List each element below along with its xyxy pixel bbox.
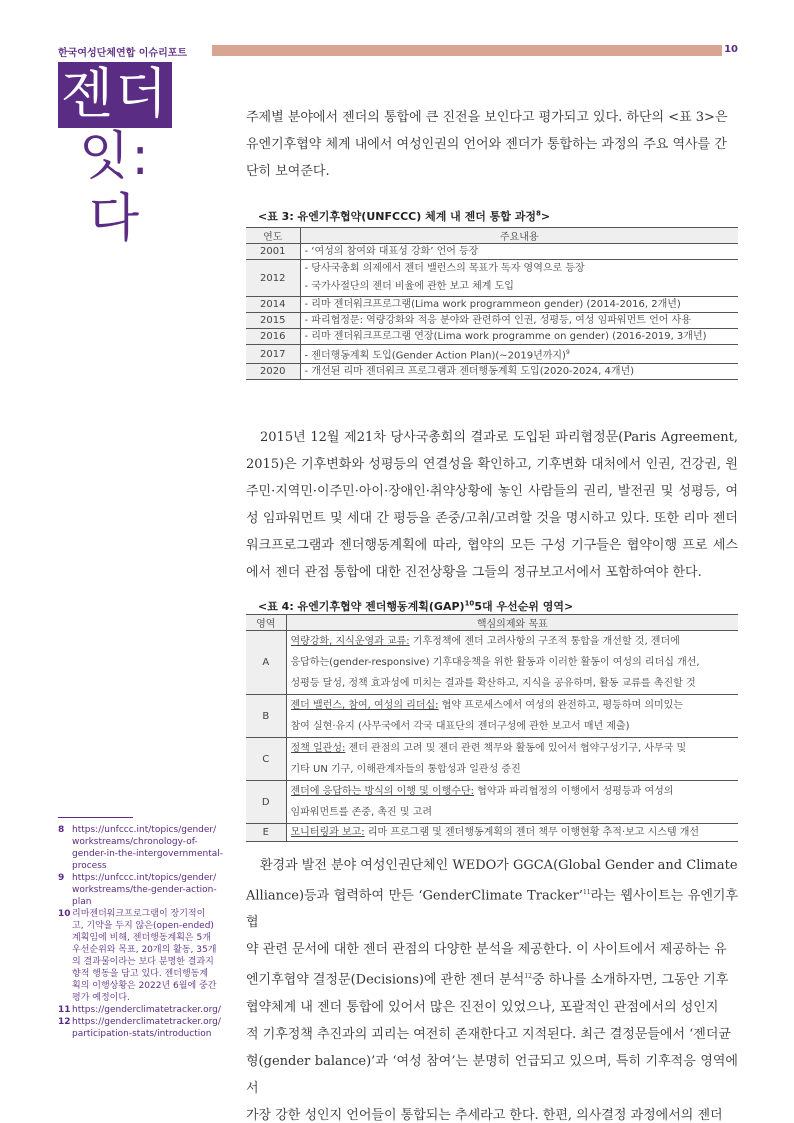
text-line: 적 기후정책 추진과의 괴리는 여전히 존재한다고 지적된다. 최근 결정문들에서 ‘젠더균 [246, 1026, 731, 1042]
intro-paragraph [246, 104, 738, 185]
table-row [246, 297, 738, 313]
table-row [246, 631, 738, 695]
table4-caption: <표 4: 유엔기후협약 젠더행동계획(GAP)$^{10}$5대 우선순위 영역> [258, 599, 574, 613]
footnote-link[interactable]: https://unfccc.int/topics/gender/ [72, 873, 217, 883]
content-cell: - 당사국총회 의제에서 젠더 밸런스의 목표가 독자 영역으로 등장 - 국가사절단의 젠더 비율에 관한 보고 체계 도입 [300, 260, 738, 297]
table-header-row [246, 228, 738, 244]
table3-caption: <표 3: 유엔기후협약(UNFCCC) 체계 내 젠더 통합 과정$^8$> [258, 209, 551, 223]
text-line: 유엔기후협약 체계 내에서 여성인권의 언어와 젠더가 통합하는 과정의 주요 역사를 간 [246, 137, 727, 152]
text-line: 협약체계 내 젠더 통합에 있어서 많은 진전이 있었으나, 포괄적인 관점에서의 성인지 [246, 999, 719, 1015]
table3 [246, 227, 738, 380]
table4 [246, 614, 738, 842]
footnote: 9 https://unfccc.int/topics/gender/ workstreams/the-gender-action- plan [58, 872, 230, 908]
table-row [246, 738, 738, 781]
table-row [246, 345, 738, 364]
paragraph-gender-climate-tracker [246, 852, 738, 1123]
text-line: 세스에서 젠더 관점 통합에 대한 진전상황을 그들의 정규보고서에서 포함하여야 한다. [246, 538, 738, 580]
page-number: 10 [724, 44, 738, 55]
text-line: 환경과 발전 분야 여성인권단체인 WEDO가 GGCA(Global Gender and Climate [260, 858, 738, 873]
year-cell: 2001 [246, 244, 300, 260]
text-line: 젠더워크프로그램과 젠더행동계획에 따라, 협약의 모든 구성 기구들은 협약이행 프로 [246, 511, 738, 553]
footnote-link[interactable]: https://genderclimatetracker.org/ [72, 1005, 221, 1015]
text-line: 여성 임파워먼트 및 세대 간 평등을 존중/고취/고려할 것을 명시하고 있다. 또한 리마 [246, 484, 738, 526]
header-bar [212, 45, 722, 56]
text-line: 주민·지역민·이주민·아이·장애인·취약상황에 놓인 사람들의 권리, 발전권 및 성평등, [246, 484, 721, 499]
footnote: 10 리마젠더워크프로그램이 장기적이 고, 기약을 두지 않은(open-ended) 계획임에 비해, 젠더행동계획은 5개 우선순위와 목표, 20개의 활동, 35개 의 결과물이라는 보다 분명한 결과지 향적 행동을 담고 있다. 젠더행동계 획의 이행상황은 2022년 6월에 중간 평가 예정이다. [58, 909, 217, 1003]
content-cell: - 개선된 리마 젠더워크 프로그램과 젠더행동계획 도입(2020-2024, 4개년) [300, 364, 738, 380]
table-row [246, 824, 738, 842]
footnote-rule [58, 817, 133, 818]
text-line: 엔기후협약 결정문(Decisions)에 관한 젠더 분석$^{12}$중 하나를 소개하자면, 그동안 기후 [246, 972, 729, 988]
logo-line2: 잇:다 [79, 127, 151, 249]
area-cell: A [246, 631, 286, 695]
table-row [246, 364, 738, 380]
content-cell: - 리마 젠더워크프로그램 연장(Lima work programme on gender) (2016-2019, 3개년) [300, 329, 738, 345]
content-cell: 역량강화, 지식운영과 교류: 기후정책에 젠더 고려사항의 구조적 통합을 개선할 것, 젠더에 응답하는(gender-responsive) 기후대응책을 위한 활동과 이러한 활동이 여성의 리더십 개선, 성평등 달성, 정책 효과성에 미치는 결과를 확산하고, 지식을 공유하며, 활동 교류를 촉진할 것 [286, 631, 738, 695]
footnote: 8 https://unfccc.int/topics/gender/ workstreams/chronology-of- gender-in-the-intergovernmental- process [58, 824, 230, 872]
paragraph-paris-agreement [246, 424, 738, 586]
footnotes [58, 824, 230, 1040]
content-cell: - 파리협정문: 역량강화와 적응 분야와 관련하여 인권, 성평등, 여성 임파워먼트 언어 사용 [300, 313, 738, 329]
table-row [246, 329, 738, 345]
logo-line1: 젠더 [60, 62, 170, 125]
area-cell: D [246, 781, 286, 824]
text-line: Alliance)등과 협력하여 만든 ‘GenderClimate Tracker’$^{11}$라는 웹사이트는 유엔기후협 [246, 888, 739, 931]
content-cell: - ‘여성의 참여와 대표성 강화’ 언어 등장 [300, 244, 738, 260]
area-cell: E [246, 824, 286, 842]
table-header-row [246, 615, 738, 631]
year-cell: 2016 [246, 329, 300, 345]
footnote: 11 https://genderclimatetracker.org/ [58, 1004, 230, 1016]
footnote-link[interactable]: https://unfccc.int/topics/gender/ [72, 825, 217, 835]
content-cell: 젠더에 응답하는 방식의 이행 및 이행수단: 협약과 파리협정의 이행에서 성평등과 여성의 임파워먼트를 존중, 촉진 및 고려 [286, 781, 738, 824]
column-header: 핵심의제와 목표 [286, 615, 738, 631]
content-cell: - 리마 젠더워크프로그램(Lima work programmeon gender) (2014-2016, 2개년) [300, 297, 738, 313]
area-cell: B [246, 695, 286, 738]
content-cell: - 젠더행동계획 도입(Gender Action Plan)(~2019년까지)$^9$ [300, 345, 738, 364]
footnote: 12 https://genderclimatetracker.org/ participation-stats/introduction [58, 1016, 230, 1040]
text-line: 약 관련 문서에 대한 젠더 관점의 다양한 분석을 제공한다. 이 사이트에서 제공하는 유 [246, 942, 727, 958]
table-row [246, 260, 738, 297]
footnote-link[interactable]: https://genderclimatetracker.org/ [72, 1017, 221, 1027]
column-header: 영역 [246, 615, 286, 631]
publication-title: 한국여성단체연합 이슈리포트 [58, 48, 188, 59]
content-cell: 모니터링과 보고: 리마 프로그램 및 젠더행동계획의 젠더 책무 이행현황 추적·보고 시스템 개선 [286, 824, 738, 842]
year-cell: 2014 [246, 297, 300, 313]
text-line: 주제별 분야에서 젠더의 통합에 큰 진전을 보인다고 평가되고 있다. 하단의 <표 3>은 [246, 110, 728, 125]
text-line: 가장 강한 성인지 언어들이 통합되는 추세라고 한다. 한편, 의사결정 과정에서의 젠더 [246, 1107, 723, 1123]
text-line: 단히 보여준다. [246, 164, 330, 179]
year-cell: 2015 [246, 313, 300, 329]
table-row [246, 313, 738, 329]
year-cell: 2020 [246, 364, 300, 380]
year-cell: 2017 [246, 345, 300, 364]
content-cell: 젠더 밸런스, 참여, 여성의 리더십: 협약 프로세스에서 여성의 완전하고, 평등하며 의미있는 참여 실현·유지 (사무국에서 각국 대표단의 젠더구성에 관한 보고서 매년 제출) [286, 695, 738, 738]
table-row [246, 244, 738, 260]
area-cell: C [246, 738, 286, 781]
column-header: 주요내용 [300, 228, 738, 244]
year-cell: 2012 [246, 260, 300, 297]
table-row [246, 781, 738, 824]
text-line: 2015)은 기후변화와 성평등의 연결성을 확인하고, 기후변화 대처에서 인권, 건강권, 원 [246, 457, 738, 472]
column-header: 연도 [246, 228, 300, 244]
content-cell: 정책 일관성: 젠더 관점의 고려 및 젠더 관련 책무와 활동에 있어서 협약구성기구, 사무국 및 기타 UN 기구, 이해관계자들의 통합성과 일관성 증진 [286, 738, 738, 781]
text-line: 형(gender balance)’과 ‘여성 참여’는 분명히 언급되고 있으며, 특히 기후적응 영역에서 [246, 1053, 738, 1096]
text-line: 2015년 12월 제21차 당사국총회의 결과로 도입된 파리협정문(Paris Agreement, [260, 430, 738, 445]
table-row [246, 695, 738, 738]
